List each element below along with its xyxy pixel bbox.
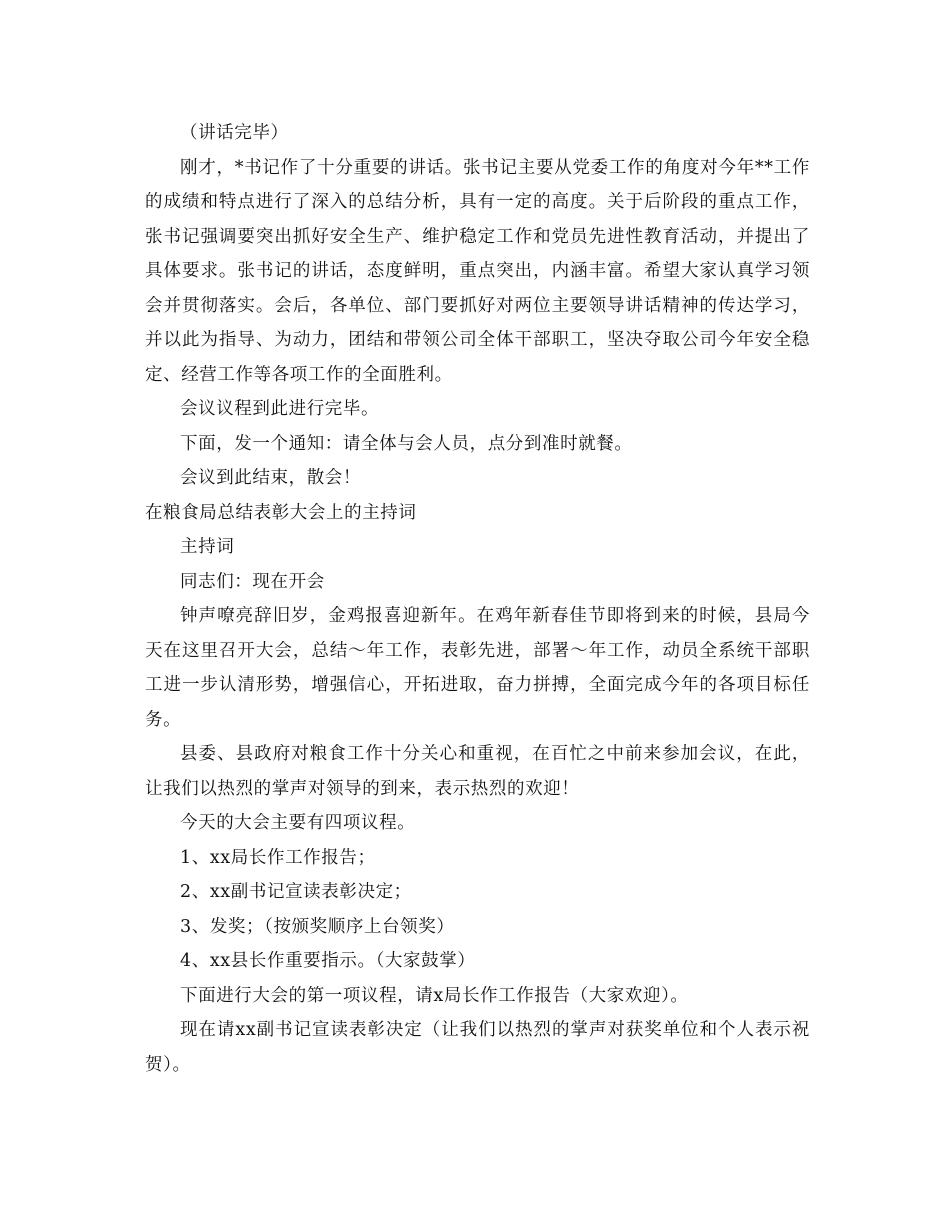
agenda-item-1: 1、xx局长作工作报告； [180, 847, 376, 868]
agenda-item-2: 2、xx副书记宣读表彰决定； [180, 882, 412, 902]
paragraph-host-script-label: 主持词 [180, 537, 235, 557]
paragraph-new-year-intro: 钟声嘹亮辞旧岁，金鸡报喜迎新年。在鸡年新春佳节即将到来的时候，县局今天在这里召开大会，总结～年工作，表彰先进，部署～年工作，动员全系统干部职工进一步认清形势，增强信心，开拓进取，奋力拼搏，全面完成今年的各项目标任务。 [145, 606, 810, 730]
section-heading: 在粮食局总结表彰大会上的主持词 [145, 502, 417, 523]
agenda-item-3: 3、发奖；（按颁奖顺序上台领奖） [180, 916, 455, 937]
paragraph-first-agenda-item: 下面进行大会的第一项议程，请x局长作工作报告（大家欢迎）。 [180, 985, 689, 1006]
paragraph-notice: 下面，发一个通知：请全体与会人员，点分到准时就餐。 [180, 433, 633, 454]
paragraph-meeting-adjourned: 会议到此结束，散会！ [180, 468, 361, 488]
document-body [145, 116, 810, 1082]
paragraph-commendation-reading: 现在请xx副书记宣读表彰决定（让我们以热烈的掌声对获奖单位和个人表示祝贺）。 [145, 1020, 810, 1075]
agenda-item-4: 4、xx县长作重要指示。（大家鼓掌） [180, 951, 476, 971]
paragraph-speech-ended: （讲话完毕） [180, 123, 289, 143]
paragraph-opening-address: 同志们：现在开会 [180, 571, 325, 592]
paragraph-agenda-intro: 今天的大会主要有四项议程。 [180, 813, 416, 833]
paragraph-welcome-leaders: 县委、县政府对粮食工作十分关心和重视，在百忙之中前来参加会议，在此，让我们以热烈的掌声对领导的到来，表示热烈的欢迎！ [145, 744, 810, 799]
paragraph-secretary-speech-summary: 刚才，*书记作了十分重要的讲话。张书记主要从党委工作的角度对今年**工作的成绩和特点进行了深入的总结分析，具有一定的高度。关于后阶段的重点工作，张书记强调要突出抓好安全生产、维护稳定工作和党员先进性教育活动，并提出了具体要求。张书记的讲话，态度鲜明，重点突出，内涵丰富。希望大家认真学习领会并贯彻落实。会后，各单位、部门要抓好对两位主要领导讲话精神的传达学习，并以此为指导、为动力，团结和带领公司全体干部职工，坚决夺取公司今年安全稳定、经营工作等各项工作的全面胜利。 [145, 157, 810, 385]
paragraph-agenda-complete: 会议议程到此进行完毕。 [180, 399, 380, 419]
